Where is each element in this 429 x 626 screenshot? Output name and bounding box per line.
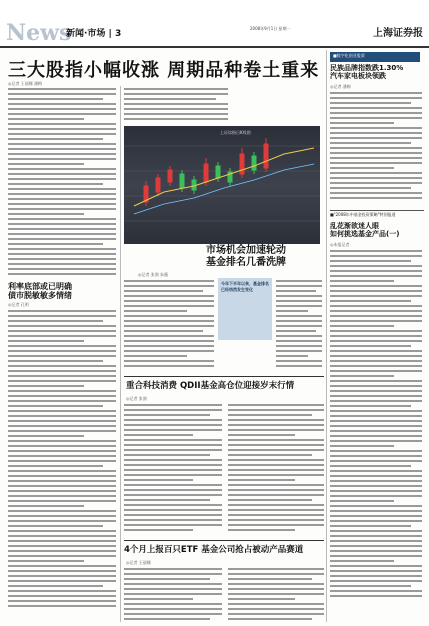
section-title: 新闻·市场 | 3 xyxy=(66,29,122,39)
mid-quote: 今年下半年以来，基金排名已经悄然发生变化 xyxy=(221,281,269,292)
mid-article-col1 xyxy=(124,280,214,370)
lead-article-col2 xyxy=(124,88,228,124)
lead-article-col1 xyxy=(8,88,116,278)
issue-date: 2008年9月1日 星期一 xyxy=(250,26,291,31)
market-chart-image xyxy=(124,126,320,244)
mid-headline: 市场机会加速轮动 基金排名几番洗牌 xyxy=(206,245,286,268)
left-mid-title: 利率底部或已明确 债市脱敏敏多情绪 xyxy=(8,282,72,301)
section-name: 新闻·市场 xyxy=(66,29,106,39)
chart-caption: 上证综指日K线图 xyxy=(220,130,251,135)
main-headline: 三大股指小幅收涨 周期品种卷土重来 xyxy=(8,60,320,81)
candlestick-graphic xyxy=(124,126,320,244)
column-divider-left xyxy=(120,86,121,622)
page-number: 3 xyxy=(114,29,122,39)
paper-name: 上海证券报 xyxy=(373,28,423,39)
bottom-rule xyxy=(124,540,324,541)
news-logo: News xyxy=(6,20,72,46)
right-mid-body xyxy=(330,250,422,620)
lower-rule xyxy=(124,376,324,377)
masthead-rule xyxy=(0,46,429,48)
left-mid-byline: ◎记者 孔明 xyxy=(8,302,29,307)
lower-headline: 重合科技消费 QDII基金高仓位迎接岁末行情 xyxy=(126,381,295,391)
right-top-title: 民族品牌指数跌1.30% 汽车家电板块领跌 xyxy=(330,64,404,81)
right-top-label-bar xyxy=(330,52,420,62)
left-mid-body xyxy=(8,310,116,620)
lower-article-col2 xyxy=(228,404,324,536)
lead-byline: ◎记者 王丽娜 潘梅 xyxy=(8,81,43,86)
mid-article-col2 xyxy=(276,280,322,370)
right-mid-title: 乱花渐欲迷人眼 如何挑选基金产品(一) xyxy=(330,222,400,239)
right-mid-byline: ◎本报记者 xyxy=(330,242,350,247)
lower-byline: ◎记者 张润 xyxy=(126,396,147,401)
column-divider-right xyxy=(326,50,327,622)
right-mid-label: ■"2008年中基金投资策略"特别报道 xyxy=(330,212,396,217)
masthead xyxy=(0,0,429,46)
mid-byline: ◎记者 张润 朱薇 xyxy=(138,272,169,277)
right-top-byline: ◎记者 潘梅 xyxy=(330,84,351,89)
lower-article-col1 xyxy=(124,404,222,536)
right-top-label: ■数字化创业股票 xyxy=(333,53,365,58)
bottom-headline: 4个月上报百只ETF 基金公司抢占被动产品赛道 xyxy=(124,545,304,555)
mid-quote-box xyxy=(218,278,272,340)
bottom-byline: ◎记者 王丽娜 xyxy=(126,560,151,565)
bottom-article-col1 xyxy=(124,568,222,622)
right-top-body xyxy=(330,92,422,202)
bottom-article-col2 xyxy=(228,568,324,622)
right-mid-label-bar xyxy=(330,210,424,219)
